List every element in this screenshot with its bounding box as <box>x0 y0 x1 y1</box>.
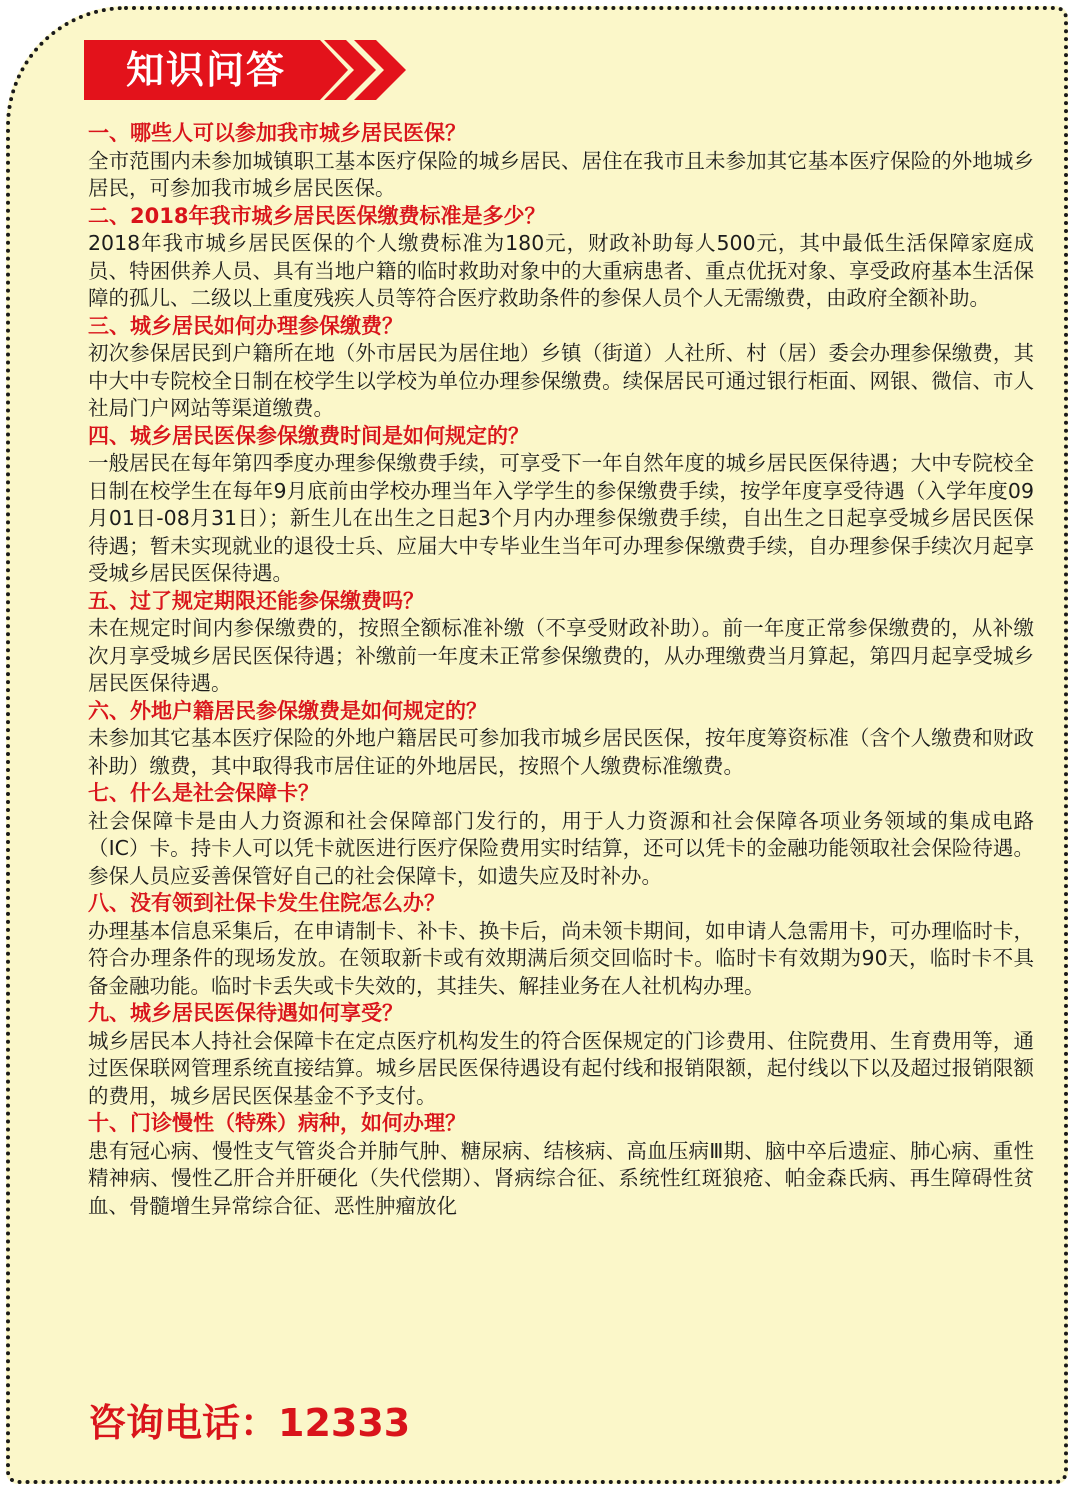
answer-1: 全市范围内未参加城镇职工基本医疗保险的城乡居民、居住在我市且未参加其它基本医疗保险的外地城乡居民，可参加我市城乡居民医保。 <box>88 148 1034 200</box>
answer-3: 初次参保居民到户籍所在地（外市居民为居住地）乡镇（街道）人社所、村（居）委会办理参保缴费，其中大中专院校全日制在校学生以学校为单位办理参保缴费。续保居民可通过银行柜面、网银、微信、市人社局门户网站等渠道缴费。 <box>88 341 1034 420</box>
qa-item-7 <box>88 780 1034 890</box>
qa-item-5 <box>88 588 1034 698</box>
qa-list <box>88 120 1034 1220</box>
qa-item-9 <box>88 1000 1034 1110</box>
banner-title: 知识问答 <box>126 48 287 92</box>
hotline-text: 咨询电话：12333 <box>88 1401 411 1445</box>
title-banner <box>84 40 409 100</box>
question-7: 七、什么是社会保障卡？ <box>88 781 319 805</box>
question-1: 一、哪些人可以参加我市城乡居民医保？ <box>88 121 466 145</box>
qa-item-6 <box>88 698 1034 781</box>
answer-9: 城乡居民本人持社会保障卡在定点医疗机构发生的符合医保规定的门诊费用、住院费用、生育费用等，通过医保联网管理系统直接结算。城乡居民医保待遇设有起付线和报销限额，起付线以下以及超过报销限额的费用，城乡居民医保基金不予支付。 <box>88 1028 1034 1108</box>
question-9: 九、城乡居民医保待遇如何享受？ <box>88 1001 403 1025</box>
question-8: 八、没有领到社保卡发生住院怎么办？ <box>88 891 445 915</box>
qa-item-3 <box>88 313 1034 423</box>
question-3: 三、城乡居民如何办理参保缴费？ <box>88 313 403 338</box>
qa-item-4 <box>88 423 1034 588</box>
qa-item-2 <box>88 203 1034 313</box>
question-4: 四、城乡居民医保参保缴费时间是如何规定的？ <box>88 423 529 448</box>
question-2: 二、2018年我市城乡居民医保缴费标准是多少？ <box>88 203 546 228</box>
answer-10: 患有冠心病、慢性支气管炎合并肺气肿、糖尿病、结核病、高血压病Ⅲ期、脑中卒后遗症、肺心病、重性精神病、慢性乙肝合并肝硬化（失代偿期）、肾病综合征、系统性红斑狼疮、帕金森氏病、再生障碍性贫血、骨髓增生异常综合征、恶性肿瘤放化 <box>88 1138 1034 1218</box>
qa-item-8 <box>88 890 1034 1000</box>
answer-8: 办理基本信息采集后，在申请制卡、补卡、换卡后，尚未领卡期间，如申请人急需用卡，可办理临时卡，符合办理条件的现场发放。在领取新卡或有效期满后须交回临时卡。临时卡有效期为90天，临时卡不具备金融功能。临时卡丢失或卡失效的，其挂失、解挂业务在人社机构办理。 <box>88 918 1034 998</box>
answer-6: 未参加其它基本医疗保险的外地户籍居民可参加我市城乡居民医保，按年度筹资标准（含个人缴费和财政补助）缴费，其中取得我市居住证的外地居民，按照个人缴费标准缴费。 <box>88 726 1034 778</box>
answer-7: 社会保障卡是由人力资源和社会保障部门发行的，用于人力资源和社会保障各项业务领域的集成电路（IC）卡。持卡人可以凭卡就医进行医疗保险费用实时结算，还可以凭卡的金融功能领取社会保险待遇。参保人员应妥善保管好自己的社会保障卡，如遗失应及时补办。 <box>88 808 1034 888</box>
question-6: 六、外地户籍居民参保缴费是如何规定的？ <box>88 698 487 723</box>
qa-item-1 <box>88 120 1034 203</box>
answer-2: 2018年我市城乡居民医保的个人缴费标准为180元，财政补助每人500元，其中最低生活保障家庭成员、特困供养人员、具有当地户籍的临时救助对象中的大重病患者、重点优抚对象、享受政府基本生活保障的孤儿、二级以上重度残疾人员等符合医疗救助条件的参保人员个人无需缴费，由政府全额补助。 <box>88 231 1034 310</box>
question-5: 五、过了规定期限还能参保缴费吗？ <box>88 588 424 613</box>
answer-4: 一般居民在每年第四季度办理参保缴费手续，可享受下一年自然年度的城乡居民医保待遇；大中专院校全日制在校学生在每年9月底前由学校办理当年入学学生的参保缴费手续，按学年度享受待遇（入学年度09月01日-08月31日）；新生儿在出生之日起3个月内办理参保缴费手续，自出生之日起享受城乡居民医保待遇；暂未实现就业的退役士兵、应届大中专毕业生当年可办理参保缴费手续，自办理参保手续次月起享受城乡居民医保待遇。 <box>88 451 1034 585</box>
answer-5: 未在规定时间内参保缴费的，按照全额标准补缴（不享受财政补助）。前一年度正常参保缴费的，从补缴次月享受城乡居民医保待遇；补缴前一年度未正常参保缴费的，从办理缴费当月算起，第四月起享受城乡居民医保待遇。 <box>88 616 1034 695</box>
question-10: 十、门诊慢性（特殊）病种，如何办理？ <box>88 1111 466 1135</box>
qa-item-10 <box>88 1110 1034 1220</box>
